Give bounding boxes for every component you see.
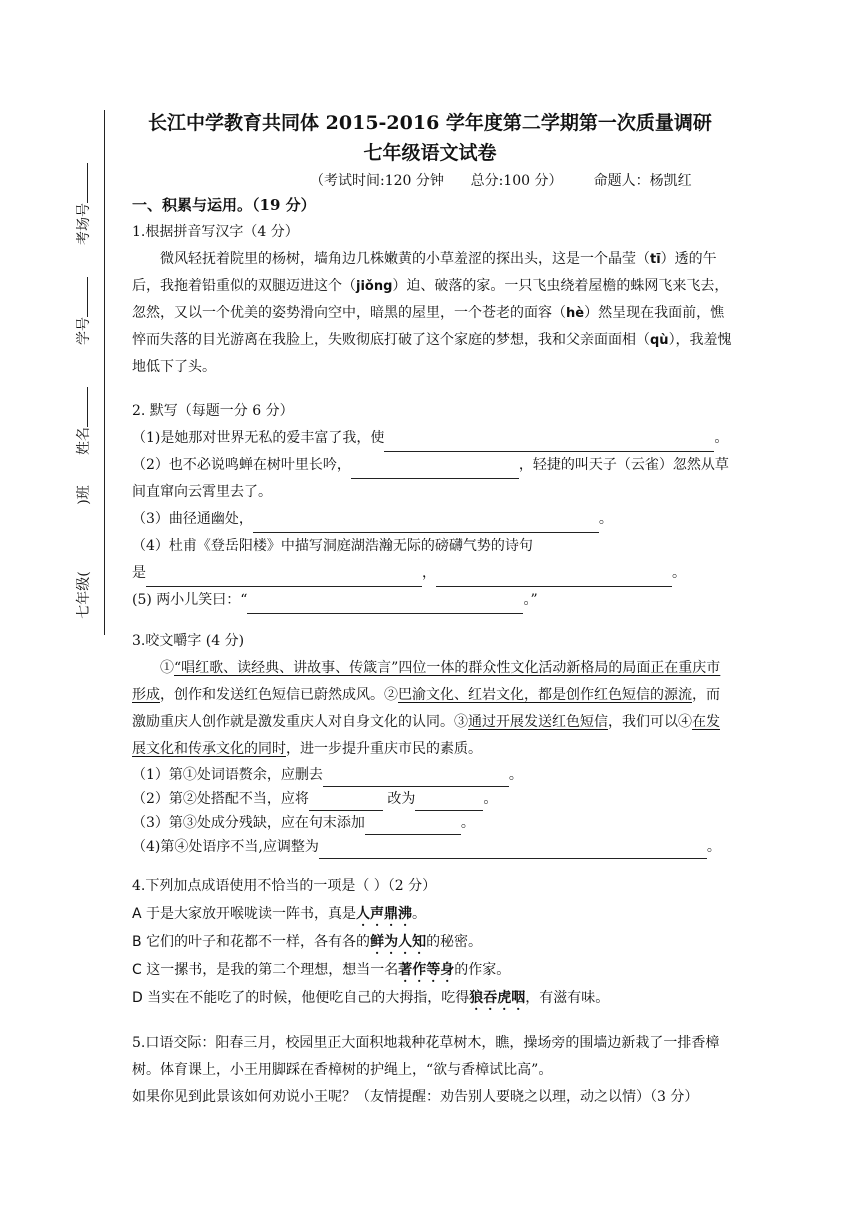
exam-info: （考试时间:120 分钟 总分:100 分） 命题人：杨凯红 [310, 173, 692, 189]
question-4-block [132, 872, 732, 1012]
option-letter: C [132, 962, 142, 978]
idiom-char: 狼 [469, 990, 484, 1006]
punct: 。 [508, 767, 523, 783]
question-1-block [132, 192, 732, 381]
underlined-sentence-4: 在发展文化和传承文化的同时 [132, 714, 720, 757]
q2-line-1 [132, 425, 732, 452]
question-4-stem: 4.下列加点成语使用不恰当的一项是（ ）（2 分） [132, 878, 437, 894]
pinyin-4: qù [650, 333, 669, 348]
idiom-char: 虎 [497, 990, 512, 1006]
pinyin-3: hè [566, 306, 585, 321]
dotted-idiom [356, 906, 412, 922]
q3-text-4: ，进一步提升重庆市民的素质。 [286, 741, 482, 757]
q1-text-5: ），我羞愧地低下了头。 [132, 332, 732, 375]
q3-answer-2-text: （2）第②处搭配不当，应将 [132, 791, 309, 807]
class-close-field [73, 465, 103, 525]
idiom-char: 知 [412, 934, 427, 950]
option-c[interactable] [132, 956, 732, 984]
q1-text-2: ）透的午后，我拖着铅重似的双腿迈进这个（ [132, 251, 717, 294]
idiom-char: 人 [398, 934, 413, 950]
option-text: 于是大家放开喉咙读一阵书，真是 [146, 906, 357, 922]
idiom-char: 吞 [483, 990, 498, 1006]
exam-room-field[interactable] [73, 185, 103, 245]
idiom-char: 作 [412, 962, 427, 978]
q3-text-3: ，我们可以④ [608, 714, 692, 730]
class-label-pre: 七年级( [76, 571, 92, 619]
dotted-idiom [370, 934, 426, 950]
pinyin-2: jiǒng [356, 279, 393, 294]
q1-text-3: ）迫、破落的家。一只飞虫绕着屋檐的蛛网飞来飞去，忽然，又以一个优美的姿势滑向空中，暗黑的屋里，一个苍老的面容（ [132, 278, 729, 321]
exam-title: 长江中学教育共同体 2015-2016 学年度第二学期第一次质量调研 [148, 112, 712, 134]
option-text: 。 [412, 906, 427, 922]
idiom-char: 著 [398, 962, 413, 978]
answer-blank[interactable] [247, 597, 523, 614]
idiom-char: 为 [384, 934, 399, 950]
answer-blank[interactable] [415, 794, 483, 811]
punct: 。 [714, 430, 729, 446]
idiom-char: 鼎 [384, 906, 399, 922]
name-blank[interactable] [87, 387, 88, 427]
punct: 。” [523, 592, 538, 608]
option-b[interactable] [132, 928, 732, 956]
exam-room-blank[interactable] [87, 163, 88, 203]
punct: 。 [598, 511, 613, 527]
exam-subtitle: 七年级语文试卷 [363, 142, 497, 164]
q2-line-1-text: （1)是她那对世界无私的爱丰富了我，使 [132, 430, 385, 446]
question-1-passage [132, 246, 732, 381]
answer-blank[interactable] [365, 818, 461, 835]
pinyin-1: tī [650, 252, 661, 267]
punct: 。 [706, 839, 721, 855]
section-heading: 一、积累与运用。（19 分） [132, 196, 316, 214]
option-letter: D [132, 990, 143, 1006]
q3-answer-4-text: （4)第④处语序不当,应调整为 [132, 839, 319, 855]
punct: 。 [483, 791, 498, 807]
question-2-stem: 2. 默写（每题一分 6 分） [132, 403, 294, 419]
option-text: 它们的叶子和花都不一样，各有各的 [146, 934, 371, 950]
option-a[interactable] [132, 900, 732, 928]
dotted-idiom [398, 962, 454, 978]
option-letter: B [132, 934, 142, 950]
q3-answer-2-text-b: 改为 [387, 791, 416, 807]
student-number-label: 学号 [76, 317, 92, 345]
underlined-sentence-3: 通过开展发送红色短信 [468, 714, 608, 730]
q2-line-4b [132, 560, 732, 587]
answer-blank[interactable] [253, 516, 599, 533]
option-text: ，有滋有味。 [525, 990, 610, 1006]
q3-answer-2 [132, 787, 732, 811]
idiom-char: 身 [440, 962, 455, 978]
q2-line-2 [132, 452, 732, 506]
answer-blank[interactable] [384, 435, 714, 452]
q2-line-5 [132, 587, 732, 614]
q1-text-1: 微风轻抚着院里的杨树，墙角边几株嫩黄的小草羞涩的探出头，这是一个晶莹（ [160, 251, 650, 267]
option-text: 的秘密。 [426, 934, 483, 950]
option-text: 当实在不能吃了的时候，他便吃自己的大拇指，吃得 [147, 990, 470, 1006]
q2-line-3-text: （3）曲径通幽处， [132, 511, 253, 527]
q3-text-1: ，创作和发送红色短信已蔚然成风。② [160, 687, 398, 703]
q2-line-4: （4）杜甫《登岳阳楼》中描写洞庭湖浩瀚无际的磅礴气势的诗句 [132, 538, 533, 554]
circle-1: ① [160, 660, 174, 676]
binding-line [104, 110, 105, 635]
question-1-stem: 1.根据拼音写汉字（4 分） [132, 224, 299, 240]
option-text: 的作家。 [454, 962, 511, 978]
q3-answer-3-text: （3）第③处成分残缺，应在句末添加 [132, 815, 365, 831]
q3-answer-1-text: （1）第①处词语赘余，应删去 [132, 767, 323, 783]
q3-answer-3 [132, 811, 732, 835]
answer-blank[interactable] [323, 770, 509, 787]
q3-text-2: ，而激励重庆人创作就是激发重庆人对自身文化的认同。③ [132, 687, 720, 730]
answer-blank[interactable] [309, 794, 383, 811]
question-5-block [132, 1030, 732, 1111]
dotted-idiom [469, 990, 525, 1006]
idiom-char: 等 [426, 962, 441, 978]
idiom-char: 沸 [398, 906, 413, 922]
punct: 。 [672, 565, 686, 581]
class-label-post: )班 [76, 485, 92, 505]
exam-room-label: 考场号 [76, 203, 92, 245]
question-3-stem: 3.咬文嚼字 (4 分) [132, 633, 245, 649]
underlined-sentence-2: 巴渝文化、红岩文化，都是创作红色短信的源流 [398, 687, 692, 703]
question-3-block [132, 628, 732, 859]
option-text: 这一摞书，是我的第二个理想，想当一名 [146, 962, 399, 978]
q3-answer-4 [132, 835, 732, 859]
idiom-char: 咽 [511, 990, 526, 1006]
underlined-sentence-1: “唱红歌、读经典、讲故事、传箴言”四位一体的群众性文化活动新格局的局面正在重庆市形成 [132, 660, 721, 703]
q2-line-2-text-b: ，轻捷的叫天子（云雀）忽然从草间直窜向云霄里去了。 [132, 457, 729, 500]
question-2-block [132, 398, 732, 614]
answer-blank[interactable] [146, 570, 422, 587]
answer-blank[interactable] [351, 462, 519, 479]
question-5-prompt: 如果你见到此景该如何劝说小王呢？（友情提醒：劝告别人要晓之以理，动之以情）（3 分） [132, 1089, 699, 1105]
answer-blank[interactable] [319, 842, 707, 859]
student-number-blank[interactable] [87, 277, 88, 317]
option-letter: A [132, 906, 142, 922]
q2-line-5-text: (5) 两小儿笑曰：“ [132, 592, 248, 608]
q3-passage [132, 655, 732, 763]
name-label: 姓名 [76, 427, 92, 455]
question-5-stem: 5.口语交际：阳春三月，校园里正大面积地栽种花草树木，瞧，操场旁的围墙边新栽了一排香樟树。体育课上，小王用脚踩在香樟树的护绳上，“欲与香樟试比高”。 [132, 1035, 720, 1078]
idiom-char: 人 [356, 906, 371, 922]
idiom-char: 鲜 [370, 934, 385, 950]
punct: 。 [460, 815, 475, 831]
q2-line-2-text: （2）也不必说鸣蝉在树叶里长吟， [132, 457, 351, 473]
class-field[interactable] [73, 565, 103, 625]
q3-answer-1 [132, 763, 732, 787]
name-field[interactable] [73, 395, 103, 455]
q2-line-3 [132, 506, 732, 533]
student-number-field[interactable] [73, 285, 103, 345]
punct: ， [422, 565, 436, 581]
answer-blank[interactable] [436, 570, 672, 587]
q2-line-4b-text: 是 [132, 565, 146, 581]
q1-text-4: ）然呈现在我面前，憔悴而失落的目光游离在我脸上，失败彻底打破了这个家庭的梦想，我和父亲面面相（ [132, 305, 725, 348]
idiom-char: 声 [370, 906, 385, 922]
